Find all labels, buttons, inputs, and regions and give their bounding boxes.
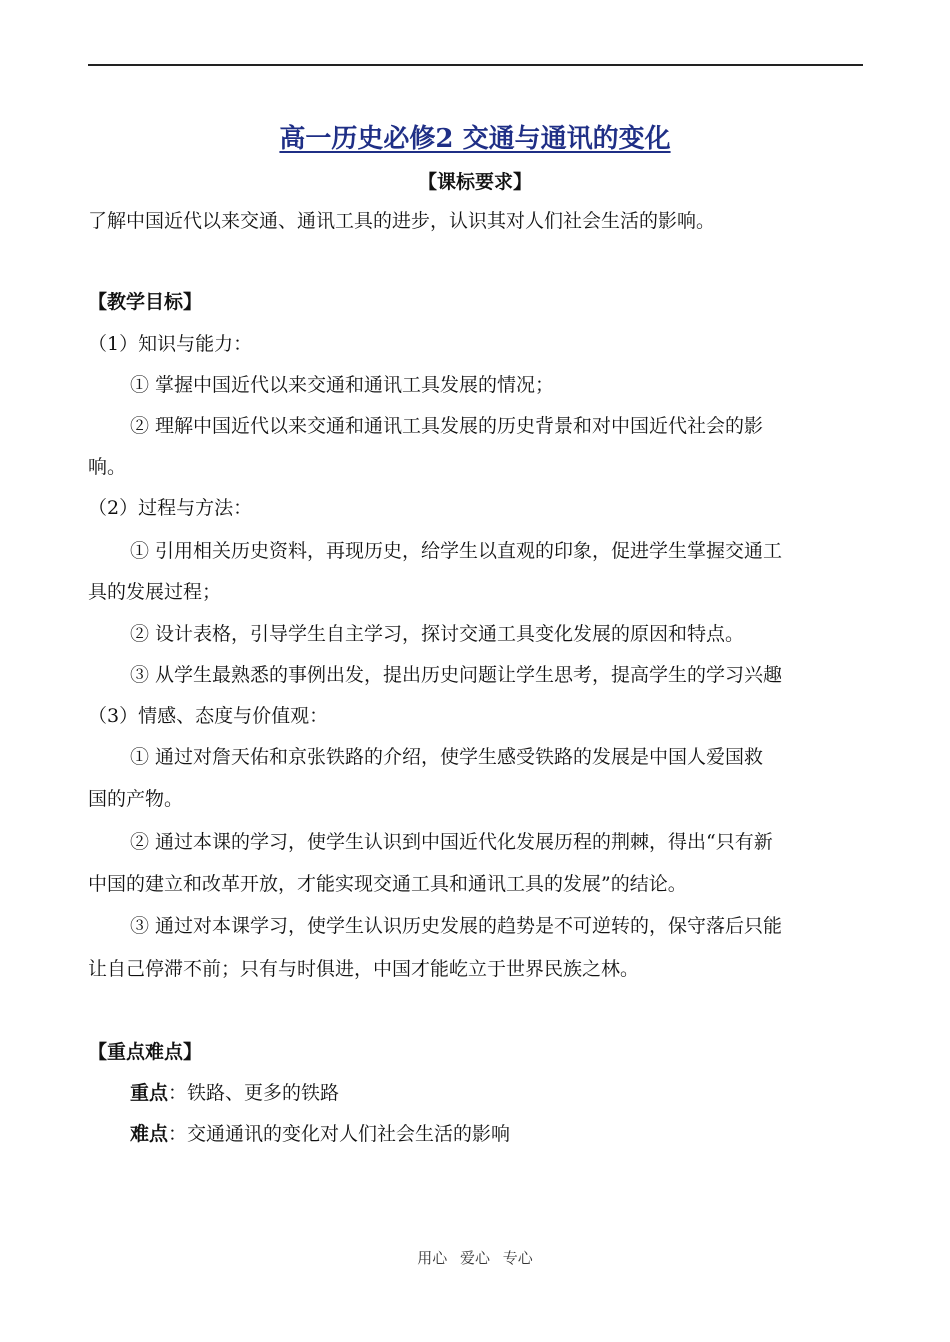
footer-word: 爱心	[459, 1249, 490, 1267]
list-item-continuation: 国的产物。	[88, 788, 184, 810]
list-item-continuation: 具的发展过程；	[88, 581, 222, 603]
key-point-text: ：铁路、更多的铁路	[168, 1082, 340, 1104]
list-item: ③ 通过对本课学习，使学生认识历史发展的趋势是不可逆转的，保守落后只能	[130, 915, 783, 937]
section-heading-mubiao: 【教学目标】	[88, 291, 203, 313]
subsection-label-2: （2）过程与方法：	[88, 497, 253, 519]
footer-word: 专心	[502, 1249, 533, 1267]
list-item: ① 掌握中国近代以来交通和通讯工具发展的情况；	[130, 374, 555, 396]
list-item-continuation: 让自己停滞不前；只有与时俱进，中国才能屹立于世界民族之林。	[88, 958, 640, 980]
kebiao-text: 了解中国近代以来交通、通讯工具的进步，认识其对人们社会生活的影响。	[88, 210, 716, 232]
subsection-label-3: （3）情感、态度与价值观：	[88, 705, 329, 727]
list-item-continuation: 中国的建立和改革开放，才能实现交通工具和通讯工具的发展”的结论。	[88, 873, 687, 895]
section-heading-kebiao: 【课标要求】	[417, 171, 532, 193]
list-item: ③ 从学生最熟悉的事例出发，提出历史问题让学生思考，提高学生的学习兴趣	[130, 664, 783, 686]
list-item: ② 通过本课的学习，使学生认识到中国近代化发展历程的荆棘，得出“只有新	[130, 831, 773, 853]
list-item: ① 通过对詹天佑和京张铁路的介绍，使学生感受铁路的发展是中国人爱国救	[130, 746, 764, 768]
header-rule	[88, 64, 863, 66]
list-item: ② 设计表格，引导学生自主学习，探讨交通工具变化发展的原因和特点。	[130, 623, 745, 645]
subsection-label-1: （1）知识与能力：	[88, 333, 253, 355]
list-item: ② 理解中国近代以来交通和通讯工具发展的历史背景和对中国近代社会的影	[130, 415, 764, 437]
difficult-point-label: 难点	[130, 1123, 169, 1145]
footer-word: 用心	[417, 1249, 448, 1267]
section-heading-zhongdian: 【重点难点】	[88, 1041, 203, 1063]
page-footer	[0, 1247, 950, 1268]
difficult-point-text: ：交通通讯的变化对人们社会生活的影响	[168, 1123, 511, 1145]
list-item-continuation: 响。	[88, 456, 127, 478]
difficult-point	[130, 1120, 863, 1148]
key-point-label: 重点	[130, 1082, 169, 1104]
key-point	[130, 1079, 863, 1107]
list-item: ① 引用相关历史资料，再现历史，给学生以直观的印象，促进学生掌握交通工	[130, 540, 783, 562]
page-title: 高一历史必修2 交通与通讯的变化	[279, 124, 671, 154]
